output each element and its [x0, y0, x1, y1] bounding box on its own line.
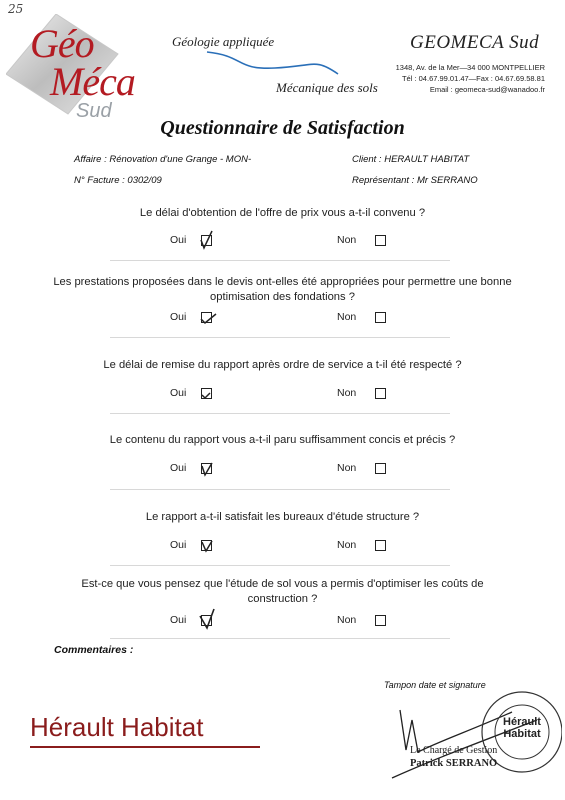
- divider: [110, 565, 450, 566]
- checkbox-no-q5[interactable]: [375, 540, 386, 551]
- option-yes-label: Oui: [170, 614, 187, 626]
- handwritten-check-q1: [195, 228, 219, 252]
- option-yes-label: Oui: [170, 539, 187, 551]
- meta-representant: Représentant : Mr SERRANO: [352, 175, 478, 186]
- question-1: Le délai d'obtention de l'offre de prix vous a-t-il convenu ?: [139, 207, 426, 219]
- option-no-label: Non: [337, 234, 357, 246]
- meta-affaire: Affaire : Rénovation d'une Grange - MON-: [74, 154, 252, 165]
- company-address: 1348, Av. de la Mer—34 000 MONTPELLIER: [395, 63, 545, 72]
- divider: [110, 638, 450, 639]
- logo-text-sud: Sud: [76, 100, 112, 122]
- signature-label: Tampon date et signature: [384, 680, 486, 690]
- option-no-label: Non: [337, 614, 357, 626]
- signatory-name: Patrick SERRANO: [410, 758, 498, 769]
- company-phone: Tél : 04.67.99.01.47—Fax : 04.67.69.58.81: [401, 74, 545, 83]
- checkbox-no-q2[interactable]: [375, 312, 386, 323]
- question-3: Le délai de remise du rapport après ordre de service a t-il été respecté ?: [103, 359, 462, 371]
- divider: [110, 260, 450, 261]
- page-title: Questionnaire de Satisfaction: [160, 117, 405, 139]
- handwritten-check-q6: [195, 606, 219, 634]
- option-yes-label: Oui: [170, 234, 187, 246]
- checkbox-no-q3[interactable]: [375, 388, 386, 399]
- handwritten-check-q2: [195, 305, 219, 329]
- checkbox-no-q4[interactable]: [375, 463, 386, 474]
- handwritten-check-q3: [195, 381, 219, 405]
- handwritten-check-q4: [195, 456, 219, 480]
- logo-text-geo: Géo: [30, 21, 94, 66]
- option-no-label: Non: [337, 311, 357, 323]
- option-no-label: Non: [337, 387, 357, 399]
- brand-underline: [30, 746, 260, 748]
- signatory-title: Le Chargé de Gestion: [410, 745, 498, 756]
- tagline-mecanique: Mécanique des sols: [276, 80, 378, 95]
- checkbox-no-q1[interactable]: [375, 235, 386, 246]
- divider: [110, 413, 450, 414]
- comments-label: Commentaires :: [54, 644, 134, 656]
- page-number: 25: [8, 2, 24, 16]
- option-no-label: Non: [337, 462, 357, 474]
- brand-herault-habitat: Hérault Habitat: [30, 712, 204, 742]
- company-contact: [375, 62, 545, 95]
- option-yes-label: Oui: [170, 311, 187, 323]
- question-5: Le rapport a-t-il satisfait les bureaux d'étude structure ?: [145, 511, 420, 523]
- divider: [110, 489, 450, 490]
- checkbox-no-q6[interactable]: [375, 615, 386, 626]
- handwritten-check-q5: [195, 533, 219, 557]
- question-4: Le contenu du rapport vous a-t-il paru suffisamment concis et précis ?: [109, 434, 456, 446]
- logo-text-meca: Méca: [50, 59, 135, 104]
- option-yes-label: Oui: [170, 387, 187, 399]
- tagline-geologie: Géologie appliquée: [172, 34, 275, 49]
- divider: [110, 337, 450, 338]
- tagline-wave: [205, 48, 340, 78]
- stamp-center-text: [492, 716, 552, 740]
- meta-client: Client : HERAULT HABITAT: [352, 154, 470, 165]
- question-6: Est-ce que vous pensez que l'étude de sol vous a permis d'optimiser les coûts de construction ?: [81, 578, 484, 605]
- company-email: Email : geomeca-sud@wanadoo.fr: [429, 85, 545, 94]
- meta-facture: N° Facture : 0302/09: [74, 175, 162, 186]
- stamp-text-top: Hérault: [503, 716, 541, 728]
- company-logo: [6, 14, 138, 122]
- signature-stamp: [362, 690, 562, 790]
- option-yes-label: Oui: [170, 462, 187, 474]
- option-no-label: Non: [337, 539, 357, 551]
- stamp-text-bottom: Habitat: [503, 728, 541, 740]
- company-name: GEOMECA Sud: [410, 32, 540, 53]
- question-2: Les prestations proposées dans le devis ont-elles été appropriées pour permettre une bonne optimisation des fondations ?: [53, 276, 512, 303]
